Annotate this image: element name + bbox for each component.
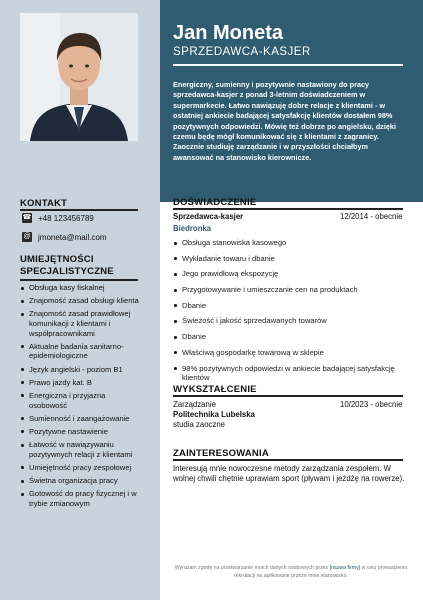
job-dates: 12/2014 - obecnie [340, 212, 403, 221]
phone-icon: ☎ [22, 214, 32, 221]
list-item: Język angielski - poziom B1 [20, 365, 140, 375]
list-item: Znajomość zasad prawidłowej komunikacji z klientami i współpracownikami [20, 309, 140, 338]
email-address: jmoneta@mail.com [38, 232, 107, 242]
list-item: Znajomość zasad obsługi klienta [20, 296, 140, 306]
list-item: Prawo jazdy kat. B [20, 378, 140, 388]
list-item: 98% pozytywnych odpowiedzi w ankiecie badającej satysfakcję klientów [173, 364, 405, 384]
interests-heading: ZAINTERESOWANIA [173, 448, 269, 459]
experience-divider [173, 208, 403, 210]
education-divider [173, 395, 403, 397]
list-item: Aktualne badania sanitarno-epidemiologiczne [20, 342, 140, 361]
contact-divider [20, 209, 138, 211]
profile-photo [20, 13, 138, 141]
interests-text: Interesują mnie nowoczesne metody zarządzania zespołem. W wolnej chwili chętnie uprawiam sport (pływam i jeżdżę na rowerze). [173, 464, 405, 484]
consent-clause [173, 564, 409, 580]
education-field: Zarządzanie [173, 400, 216, 409]
education-school: Politechnika Lubelska [173, 410, 255, 419]
list-item: Obsługa kasy fiskalnej [20, 283, 140, 293]
job-company: Biedronka [173, 224, 212, 233]
education-mode: studia zaoczne [173, 420, 226, 429]
experience-heading: DOŚWIADCZENIE [173, 197, 257, 208]
list-item: Pozytywne nastawienie [20, 427, 140, 437]
contact-heading: KONTAKT [20, 198, 68, 209]
list-item: Obsługa stanowiska kasowego [173, 238, 405, 248]
education-heading: WYKSZTAŁCENIE [173, 384, 257, 395]
list-item: Umiejętność pracy zespołowej [20, 463, 140, 473]
list-item: Jego prawidłową ekspozycję [173, 269, 405, 279]
consent-text-after: w celu prowadzenia rekrutacji na aplikowane przeze mnie stanowisko. [234, 565, 408, 579]
list-item: Świetna organizacja pracy [20, 476, 140, 486]
list-item: Przygotowywanie i umieszczanie cen na produktach [173, 285, 405, 295]
list-item: Energiczna i przyjazna osobowość [20, 391, 140, 410]
role-divider [173, 64, 403, 66]
consent-text-before: Wyrażam zgodę na przetwarzanie moich danych osobowych przez [174, 565, 329, 571]
person-photo-icon [20, 13, 138, 141]
job-title: Sprzedawca-kasjer [173, 212, 244, 221]
contact-phone[interactable] [22, 213, 94, 223]
email-icon: @ [23, 233, 31, 240]
contact-email[interactable] [22, 232, 107, 242]
candidate-role: SPRZEDAWCA-KASJER [173, 46, 311, 58]
skills-divider [20, 279, 138, 281]
list-item: Dbanie [173, 301, 405, 311]
candidate-name: Jan Moneta [173, 22, 284, 44]
skills-list [20, 283, 140, 512]
list-item: Wykładanie towaru i dbanie [173, 254, 405, 264]
profile-summary: Energiczny, sumienny i pozytywnie nastawiony do pracy sprzedawca-kasjer z ponad 3-letnim doświadczeniem w supermarkecie. Łatwo nawiązuję dobre relacje z klientami - w ostatniej ankiecie badającej satysfakcję klientów dostałem 98% pozytywnych odpowiedzi. Mówię też dobrze po angielsku, dzięki czemu będę mógł komunikować się z klientami z zagranicy. Zaocznie studiuję zarządzanie i w przyszłości chciałbym awansować na stanowisko kierownicze. [173, 80, 396, 162]
list-item: Sumienność i zaangażowanie [20, 414, 140, 424]
skills-heading: UMIEJĘTNOŚCI SPECJALISTYCZNE [20, 254, 114, 277]
list-item: Gotowość do pracy fizycznej i w trybie zmianowym [20, 489, 140, 508]
list-item: Łatwość w nawiązywaniu pozytywnych relacji z klientami [20, 440, 140, 459]
list-item: Świeżość i jakość sprzedawanych towarów [173, 316, 405, 326]
consent-company-placeholder: [nazwa firmy] [329, 565, 361, 571]
interests-divider [173, 459, 403, 461]
phone-number: +48 123456789 [38, 213, 94, 223]
duties-list [173, 238, 405, 389]
education-dates: 10/2023 - obecnie [340, 400, 403, 409]
list-item: Właściwą gospodarkę towarową w sklepie [173, 348, 405, 358]
list-item: Dbanie [173, 332, 405, 342]
